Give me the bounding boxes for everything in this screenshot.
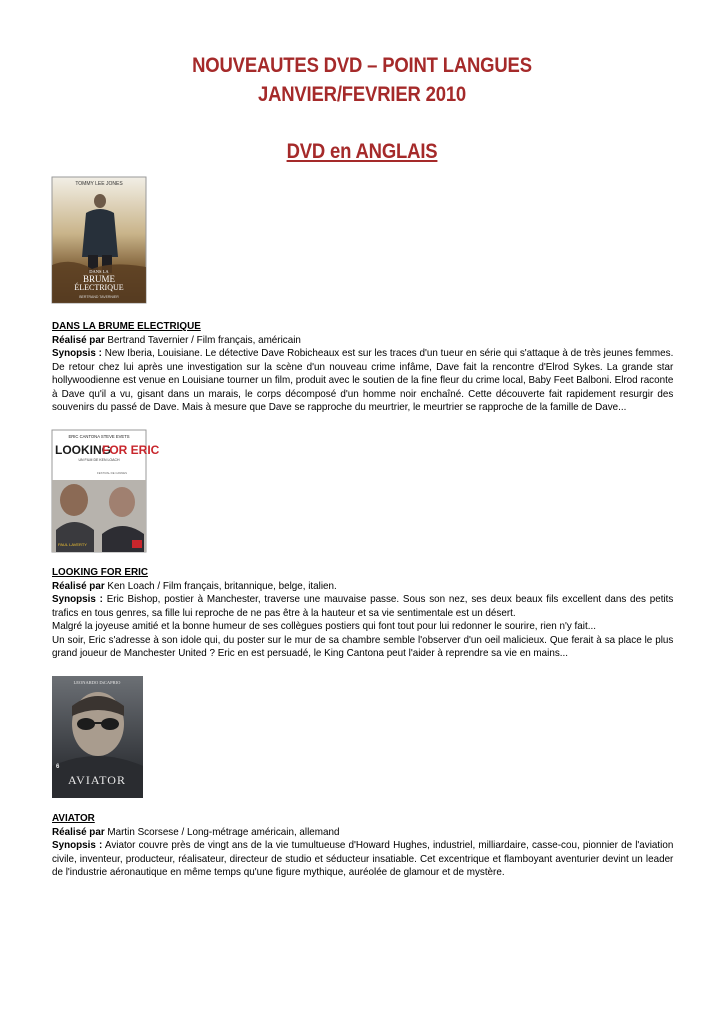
movie-title: DANS LA BRUME ELECTRIQUE [52, 320, 201, 332]
director-value: Martin Scorsese / Long-métrage américain, allemand [104, 825, 340, 838]
synopsis-text: Un soir, Eric s'adresse à son idole qui, du poster sur le mur de sa chambre semble l'observer d'un oeil malicieux. Que ferait à sa place le plus grand joueur de Manchester United ? Eric en est persuadé, le King Cantona peut l'aider à reprendre sa vie en mains... [52, 633, 674, 659]
movie-entry-3 [52, 812, 673, 880]
poster1-credit: BERTRAND TAVERNIER [79, 295, 119, 299]
document-title-line1: NOUVEAUTES DVD – POINT LANGUES [192, 54, 532, 77]
poster1-actor: TOMMY LEE JONES [75, 181, 123, 187]
movie-title: LOOKING FOR ERIC [52, 566, 148, 578]
poster-aviator [52, 676, 143, 798]
synopsis-label: Synopsis : [52, 593, 103, 605]
movie-title: AVIATOR [52, 812, 95, 824]
synopsis-text: Eric Bishop, postier à Manchester, traverse une mauvaise passe. Sous son nez, ses deux beaux fils excellent dans des petits trafics en tous genres, sa fille lui reproche de ne pas être à la hauteur et sa vie sentimentale est un désert. [52, 593, 674, 619]
poster2-title-a: LOOKING [55, 443, 111, 457]
movie-entry-1 [52, 320, 673, 415]
poster1-title-big2: ÉLECTRIQUE [74, 283, 124, 292]
poster3-oscars: 6 [56, 764, 60, 770]
poster3-title: AVIATOR [68, 773, 126, 787]
document-title-line2: JANVIER/FEVRIER 2010 [257, 83, 467, 106]
poster2-bottom: PAUL LAVERTY [58, 542, 87, 547]
section-title: DVD en ANGLAIS [286, 140, 438, 163]
synopsis-text: Aviator couvre près de vingt ans de la vie tumultueuse d'Howard Hughes, industriel, milliardaire, casse-cou, pionnier de l'aviation civile, inventeur, producteur, réalisateur, directeur de studio et séducteur insatiable. Cet excentrique et flamboyant aventurier devint un leader de l'industrie aéronautique en même temps qu'une figure mythique, auréolée de glamour et de mystère. [52, 839, 674, 878]
poster1-title-small: DANS LA [89, 269, 109, 274]
director-label: Réalisé par [52, 825, 105, 838]
synopsis-label: Synopsis : [52, 347, 102, 359]
poster2-title-b: FOR ERIC [102, 443, 160, 457]
synopsis-label: Synopsis : [52, 839, 103, 851]
poster-dans-la-brume-electrique [52, 177, 146, 303]
director-label: Réalisé par [52, 579, 105, 592]
movie-entry-2 [52, 566, 673, 661]
synopsis-text: Malgré la joyeuse amitié et la bonne humeur de ses collègues postiers qui font tout pour lui redonner le sourire, rien n'y fait... [52, 620, 596, 632]
director-value: Bertrand Tavernier / Film français, américain [104, 333, 301, 346]
director-value: Ken Loach / Film français, britannique, belge, italien. [104, 579, 337, 592]
poster2-festival: FESTIVAL DE CANNES [97, 471, 127, 475]
poster-looking-for-eric [52, 430, 160, 552]
poster2-actors: ERIC CANTONA STEVE EVETS [68, 434, 130, 439]
director-label: Réalisé par [52, 333, 105, 346]
poster3-actor: LEONARDO DiCAPRIO [73, 680, 121, 685]
poster2-credit: UN FILM DE KEN LOACH [78, 458, 120, 462]
poster1-title-big1: BRUME [82, 274, 116, 284]
synopsis-text: New Iberia, Louisiane. Le détective Dave Robicheaux est sur les traces d'un tueur en série qui s'attaque à de très jeunes femmes. De retour chez lui après une investigation sur la scène d'un nouveau crime infâme, Dave fait la rencontre d'Elrod Sykes. La grande star hollywoodienne est venue en Louisiane tourner un film, produit avec le soutien de la fine fleur du crime local, Baby Feet Balboni. Elrod raconte à Dave qu'il a vu, gisant dans un marais, le corps décomposé d'un homme noir enchaîné. Cette découverte fait rapidement resurgir des souvenirs du passé de Dave. Mais à mesure que Dave se rapproche du meurtrier, le meurtrier se rapproche de la famille de Dave... [52, 347, 674, 413]
